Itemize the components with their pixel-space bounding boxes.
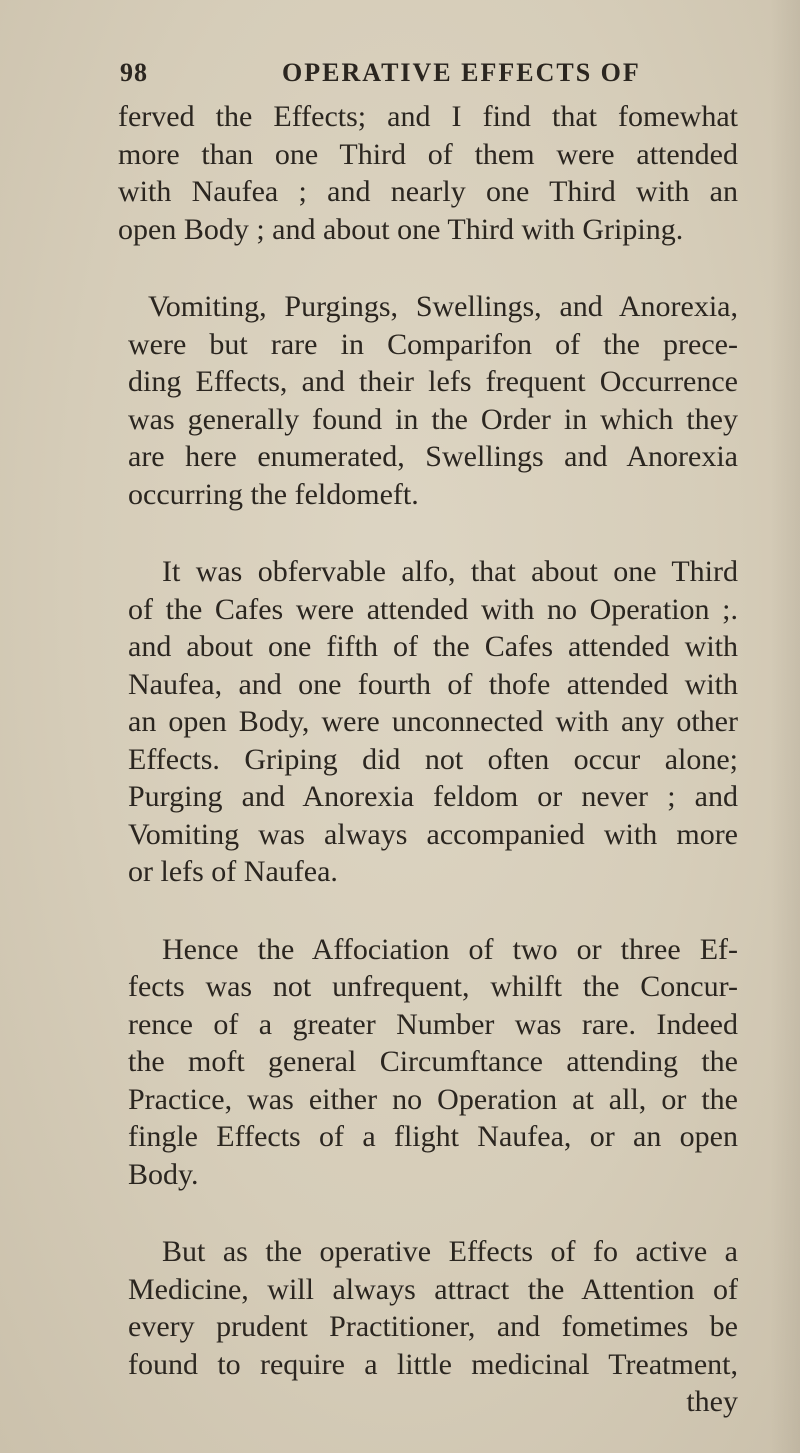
text-line: every prudent Practitioner, and fometimes be (128, 1310, 738, 1343)
running-head: OPERATIVE EFFECTS OF (282, 58, 641, 87)
text-line: fingle Effects of a flight Naufea, or an open (128, 1120, 738, 1153)
text-line: are here enumerated, Swellings and Anorexia (128, 440, 738, 473)
text-line: or lefs of Naufea. (128, 855, 338, 888)
text-line: fects was not unfrequent, whilft the Concur- (128, 970, 738, 1003)
text-line: ferved the Effects; and I find that fomewhat (118, 100, 738, 133)
text-line: rence of a greater Number was rare. Indeed (128, 1007, 738, 1041)
text-line: Naufea, and one fourth of thofe attended with (128, 667, 738, 701)
text-line: ding Effects, and their lefs frequent Occurrence (128, 365, 738, 398)
text-line: an open Body, were unconnected with any other (128, 705, 738, 738)
page-edge-shadow (770, 0, 800, 1453)
paragraph (128, 931, 738, 1194)
paragraph (128, 288, 738, 513)
text-line: Vomiting, Purgings, Swellings, and Anorexia, (148, 290, 738, 323)
paragraph (118, 98, 738, 248)
body-text (118, 98, 738, 1421)
text-line: Effects. Griping did not often occur alone; (128, 742, 738, 776)
text-line: more than one Third of them were attended (118, 137, 738, 171)
page-number: 98 (120, 58, 148, 87)
text-line: the moft general Circumftance attending the (128, 1045, 738, 1078)
text-line: But as the operative Effects of fo active a (162, 1235, 738, 1268)
page-header (120, 58, 680, 98)
text-line: were but rare in Comparifon of the prece- (128, 327, 738, 361)
text-line: Vomiting was always accompanied with more (128, 817, 738, 851)
text-line: Practice, was either no Operation at all, or the (128, 1082, 738, 1116)
text-line: of the Cafes were attended with no Operation ;. (128, 592, 738, 626)
paragraph (128, 553, 738, 891)
text-line: was generally found in the Order in which they (128, 402, 738, 436)
text-line: Medicine, will always attract the Attention of (128, 1272, 738, 1306)
catchword: they (686, 1385, 738, 1418)
text-line: occurring the feldomeft. (128, 477, 419, 511)
text-line: with Naufea ; and nearly one Third with an (118, 175, 738, 208)
paragraph (128, 1233, 738, 1421)
text-line: Body. (128, 1157, 199, 1191)
text-line: open Body ; and about one Third with Griping. (118, 212, 684, 246)
text-line: Hence the Affociation of two or three Ef- (162, 932, 738, 966)
text-line: It was obfervable alfo, that about one Third (162, 555, 738, 588)
text-line: Purging and Anorexia feldom or never ; and (128, 780, 738, 813)
text-line: and about one fifth of the Cafes attended with (128, 630, 738, 663)
text-line: found to require a little medicinal Treatment, (128, 1347, 738, 1381)
